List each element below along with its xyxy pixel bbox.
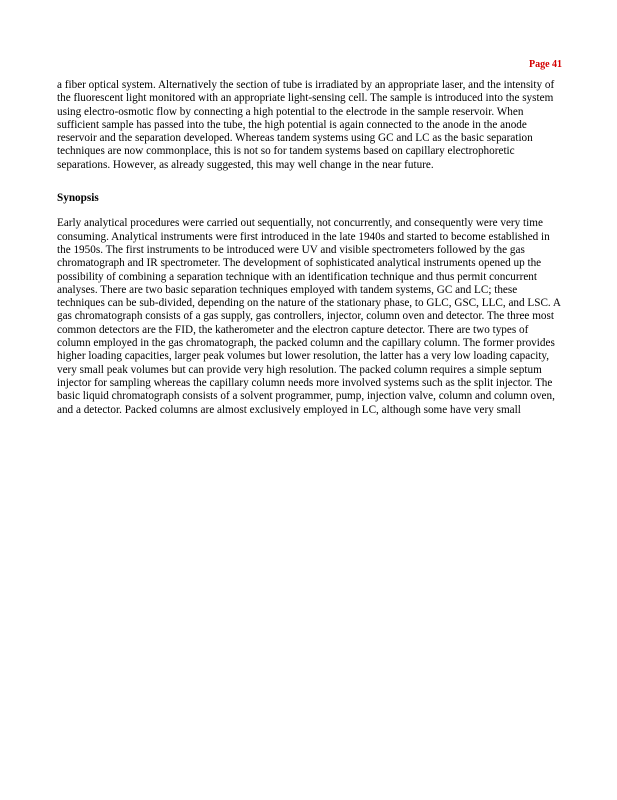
- page-body: [57, 79, 563, 417]
- intro-paragraph: a fiber optical system. Alternatively the section of tube is irradiated by an appropriate laser, and the intensity of the fluorescent light monitored with an appropriate light-sensing cell. The sample is introduced into the system using electro-osmotic flow by connecting a high potential to the electrode in the sample reservoir. When sufficient sample has passed into the tube, the high potential is again connected to the anode in the anode reservoir and the separation developed. Whereas tandem systems using GC and LC as the basic separation techniques are now commonplace, this is not so for tandem systems based on capillary electrophoretic separations. However, as already suggested, this may well change in the near future.: [57, 79, 555, 171]
- page-number: Page 41: [529, 59, 563, 70]
- synopsis-paragraph: Early analytical procedures were carried out sequentially, not concurrently, and consequently were very time consuming. Analytical instruments were first introduced in the late 1940s and started to become established in the 1950s. The first instruments to be introduced were UV and visible spectrometers followed by the gas chromatograph and IR spectrometer. The development of sophisticated analytical instruments opened up the possibility of combining a separation technique with an identification technique and thus permit concurrent analyses. There are two basic separation techniques employed with tandem systems, GC and LC; these techniques can be sub-divided, depending on the nature of the stationary phase, to GLC, GSC, LLC, and LSC. A gas chromatograph consists of a gas supply, gas controllers, injector, column oven and detector. The three most common detectors are the FID, the katherometer and the electron capture detector. There are two types of column employed in the gas chromatograph, the packed column and the capillary column. The former provides higher loading capacities, larger peak volumes but lower resolution, the latter has a very low loading capacity, very small peak volumes but can provide very high resolution. The packed column requires a simple septum injector for sampling whereas the capillary column needs more involved systems such as the split injector. The basic liquid chromatograph consists of a solvent programmer, pump, injection valve, column and column oven, and a detector. Packed columns are almost exclusively employed in LC, although some have very small: [57, 217, 561, 416]
- section-heading: Synopsis: [57, 192, 99, 205]
